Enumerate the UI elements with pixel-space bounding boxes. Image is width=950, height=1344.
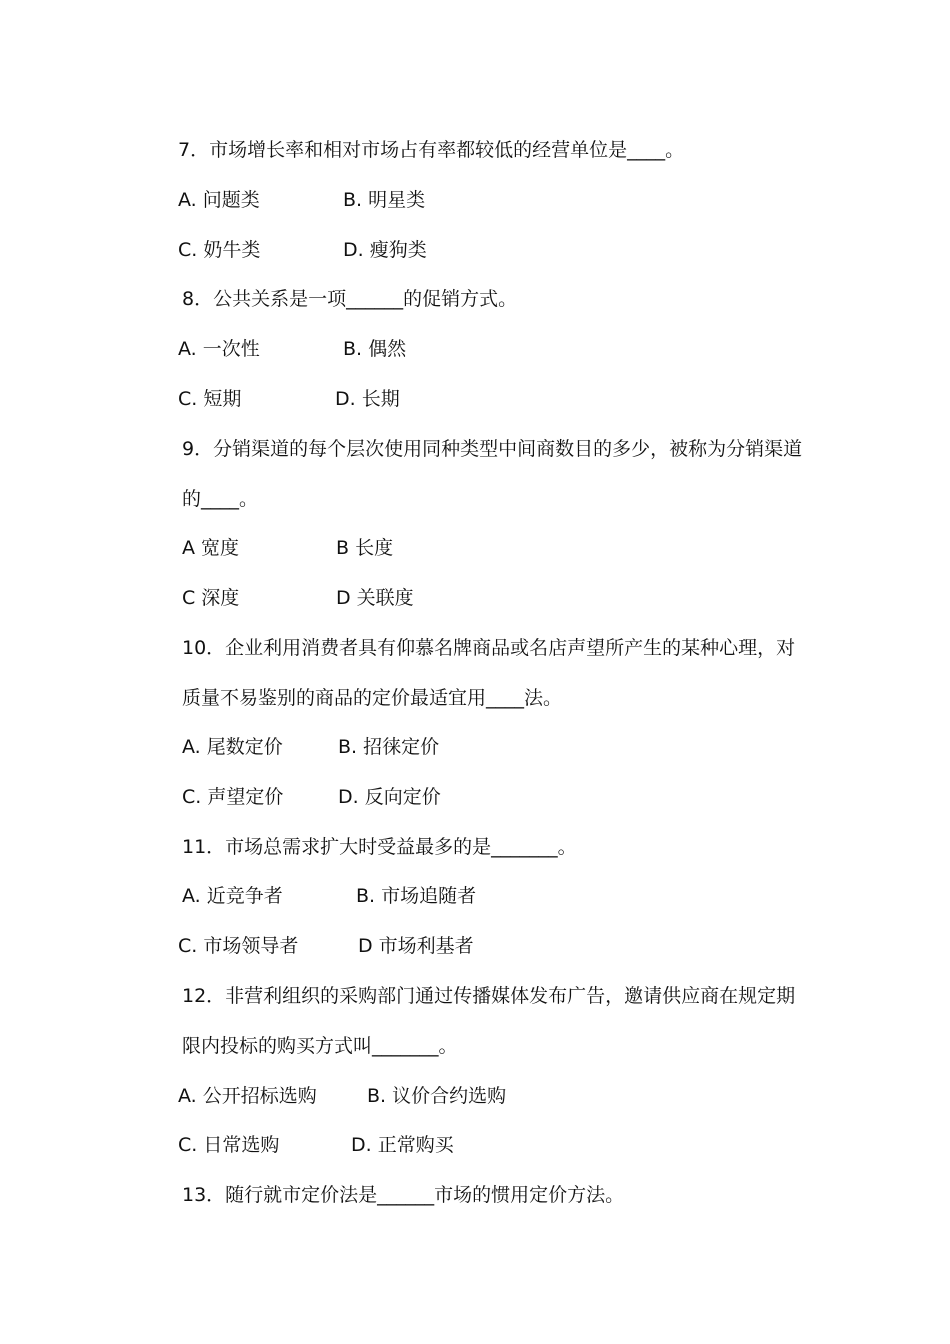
question-10-stem-line-2: 质量不易鉴别的商品的定价最适宜用____法。 (182, 687, 563, 709)
question-8-option-b: B. 偶然 (343, 338, 407, 360)
question-7-option-d: D. 瘦狗类 (343, 239, 427, 261)
question-12-option-a: A. 公开招标选购 (178, 1085, 317, 1107)
question-11-option-d: D 市场利基者 (358, 935, 474, 957)
question-11-option-c: C. 市场领导者 (178, 935, 299, 957)
question-11-option-a: A. 近竞争者 (182, 885, 283, 907)
question-8-option-c: C. 短期 (178, 388, 242, 410)
question-7-stem: 7．市场增长率和相对市场占有率都较低的经营单位是____。 (178, 139, 685, 161)
question-9-option-a: A 宽度 (182, 537, 240, 559)
question-11-stem: 11．市场总需求扩大时受益最多的是_______。 (182, 836, 577, 858)
question-12-stem-line-1: 12．非营利组织的采购部门通过传播媒体发布广告，邀请供应商在规定期 (182, 985, 796, 1007)
question-10-option-b: B. 招徕定价 (338, 736, 440, 758)
question-10-stem-line-1: 10．企业利用消费者具有仰慕名牌商品或名店声望所产生的某种心理，对 (182, 637, 796, 659)
question-7-option-c: C. 奶牛类 (178, 239, 261, 261)
question-12-option-c: C. 日常选购 (178, 1134, 280, 1156)
question-8-stem: 8．公共关系是一项______的促销方式。 (182, 288, 518, 310)
question-12-option-b: B. 议价合约选购 (367, 1085, 507, 1107)
question-9-stem-line-2: 的____。 (182, 488, 259, 510)
question-10-option-a: A. 尾数定价 (182, 736, 283, 758)
question-9-stem-line-1: 9．分销渠道的每个层次使用同种类型中间商数目的多少，被称为分销渠道 (182, 438, 803, 460)
question-7-option-a: A. 问题类 (178, 189, 260, 211)
question-8-option-a: A. 一次性 (178, 338, 260, 360)
question-9-option-b: B 长度 (336, 537, 394, 559)
question-10-option-d: D. 反向定价 (338, 786, 441, 808)
question-8-option-d: D. 长期 (335, 388, 400, 410)
question-9-option-c: C 深度 (182, 587, 240, 609)
question-12-stem-line-2: 限内投标的购买方式叫_______。 (182, 1035, 458, 1057)
question-11-option-b: B. 市场追随者 (356, 885, 477, 907)
question-12-option-d: D. 正常购买 (351, 1134, 454, 1156)
question-7-option-b: B. 明星类 (343, 189, 426, 211)
question-9-option-d: D 关联度 (336, 587, 414, 609)
question-13-stem: 13．随行就市定价法是______市场的惯用定价方法。 (182, 1184, 625, 1206)
question-10-option-c: C. 声望定价 (182, 786, 284, 808)
